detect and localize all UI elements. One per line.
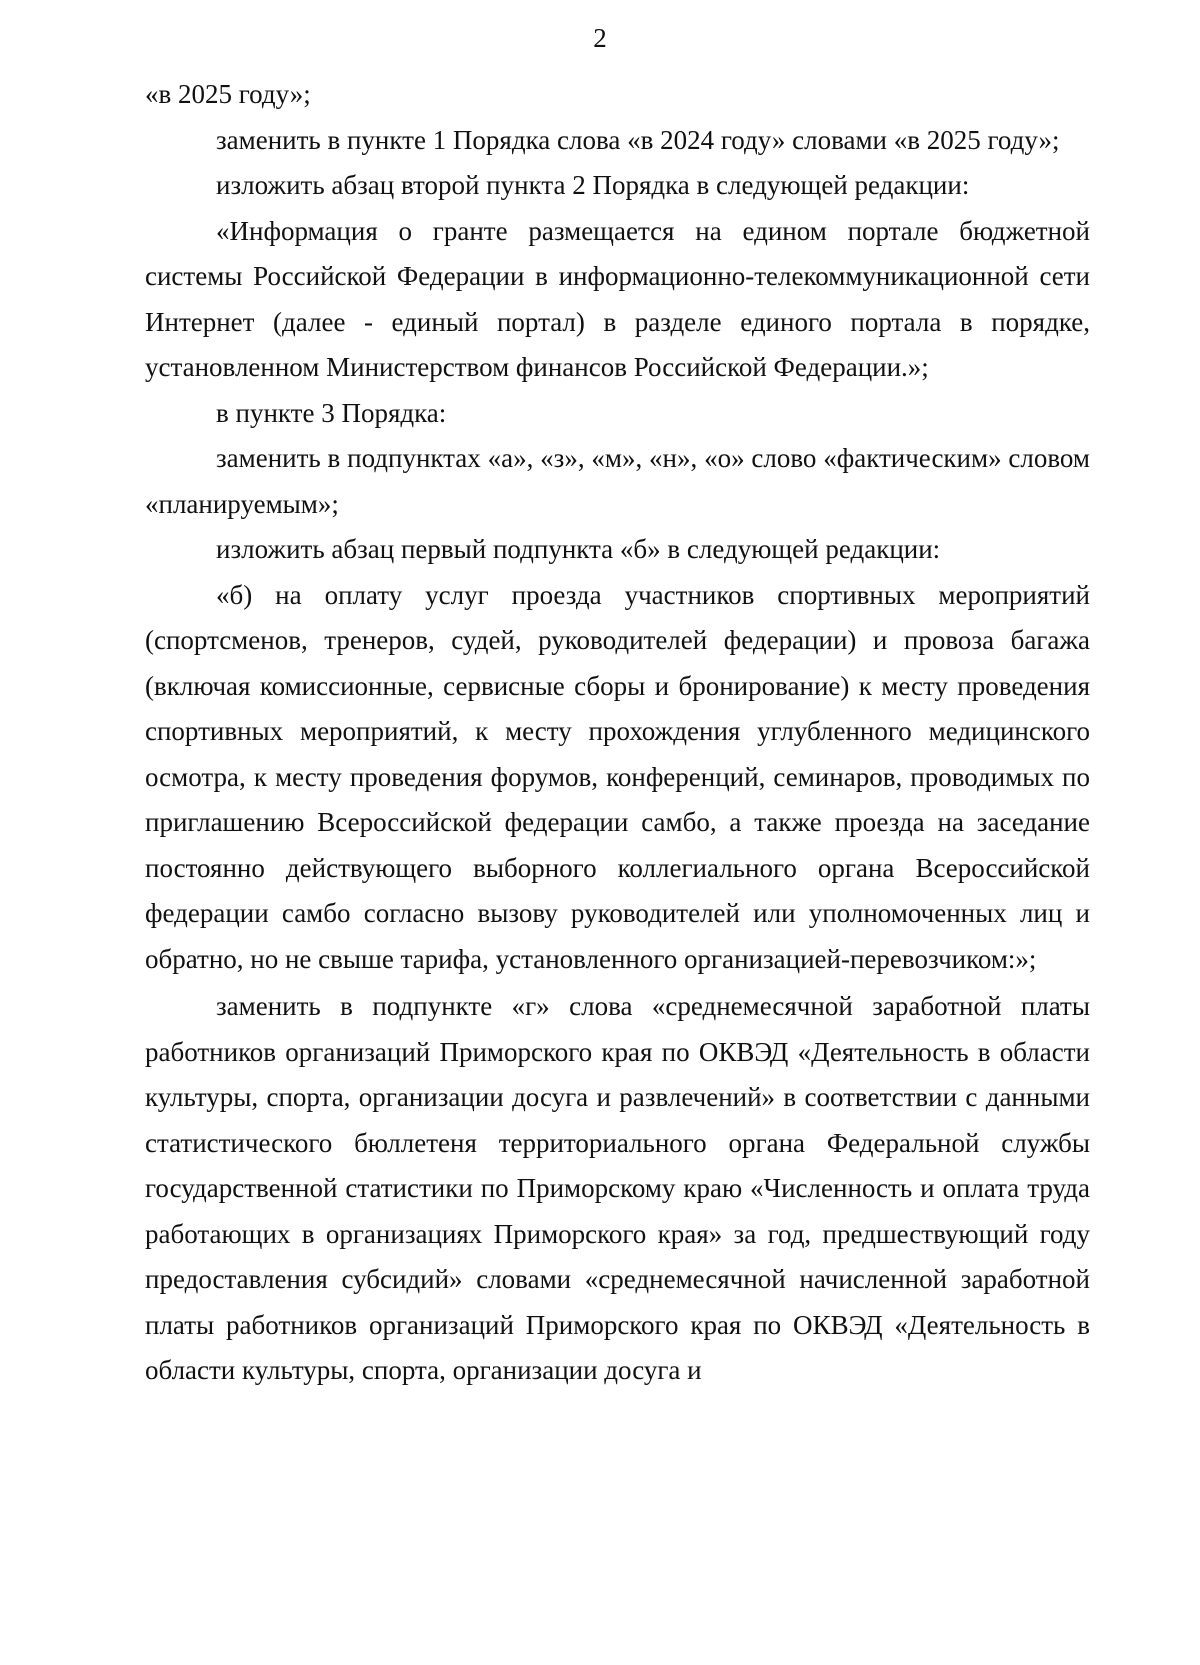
paragraph-grant-information: «Информация о гранте размещается на едином портале бюджетной системы Российской Федерации в информационно-телекоммуникационной сети Интернет (далее - единый портал) в разделе единого портала в порядке, установленном Министерством финансов Российской Федерации.»; bbox=[145, 215, 1090, 382]
paragraph-amend-point-1: заменить в пункте 1 Порядка слова «в 2024 году» словами «в 2025 году»; bbox=[216, 124, 1060, 155]
paragraph-subpoint-b-heading: изложить абзац первый подпункта «б» в следующей редакции: bbox=[216, 534, 941, 564]
paragraph-point-3-heading: в пункте 3 Порядка: bbox=[216, 397, 447, 428]
paragraph-subpoint-g-amendment: заменить в подпункте «г» слова «среднемесячной заработной платы работников организаций Приморского края по ОКВЭД «Деятельность в области культуры, спорта, организации досуга и развлечений» в соответствии с данными статистического бюллетеня территориального органа Федеральной службы государственной статистики по Приморскому краю «Численность и оплата труда работающих в организациях Приморского края» за год, предшествующий году предоставления субсидий» словами «среднемесячной начисленной заработной платы работников организаций Приморского края по ОКВЭД «Деятельность в области культуры, спорта, организации досуга и bbox=[145, 991, 1090, 1385]
paragraph-point-2-heading: изложить абзац второй пункта 2 Порядка в следующей редакции: bbox=[216, 170, 970, 200]
document-body bbox=[145, 72, 1090, 1394]
page-number: 2 bbox=[593, 23, 607, 53]
paragraph-continuation: «в 2025 году»; bbox=[145, 79, 311, 109]
paragraph-replace-word: заменить в подпунктах «а», «з», «м», «н», «о» слово «фактическим» словом «планируемым»; bbox=[145, 443, 1090, 519]
paragraph-subpoint-b-text: «б) на оплату услуг проезда участников спортивных мероприятий (спортсменов, тренеров, судей, руководителей федерации) и провоза багажа (включая комиссионные, сервисные сборы и бронирование) к месту проведения спортивных мероприятий, к месту прохождения углубленного медицинского осмотра, к месту проведения форумов, конференций, семинаров, проводимых по приглашению Всероссийской федерации самбо, а также проезда на заседание постоянно действующего выборного коллегиального органа Всероссийской федерации самбо согласно вызову руководителей или уполномоченных лиц и обратно, но не свыше тарифа, установленного организацией-перевозчиком:»; bbox=[145, 579, 1090, 974]
